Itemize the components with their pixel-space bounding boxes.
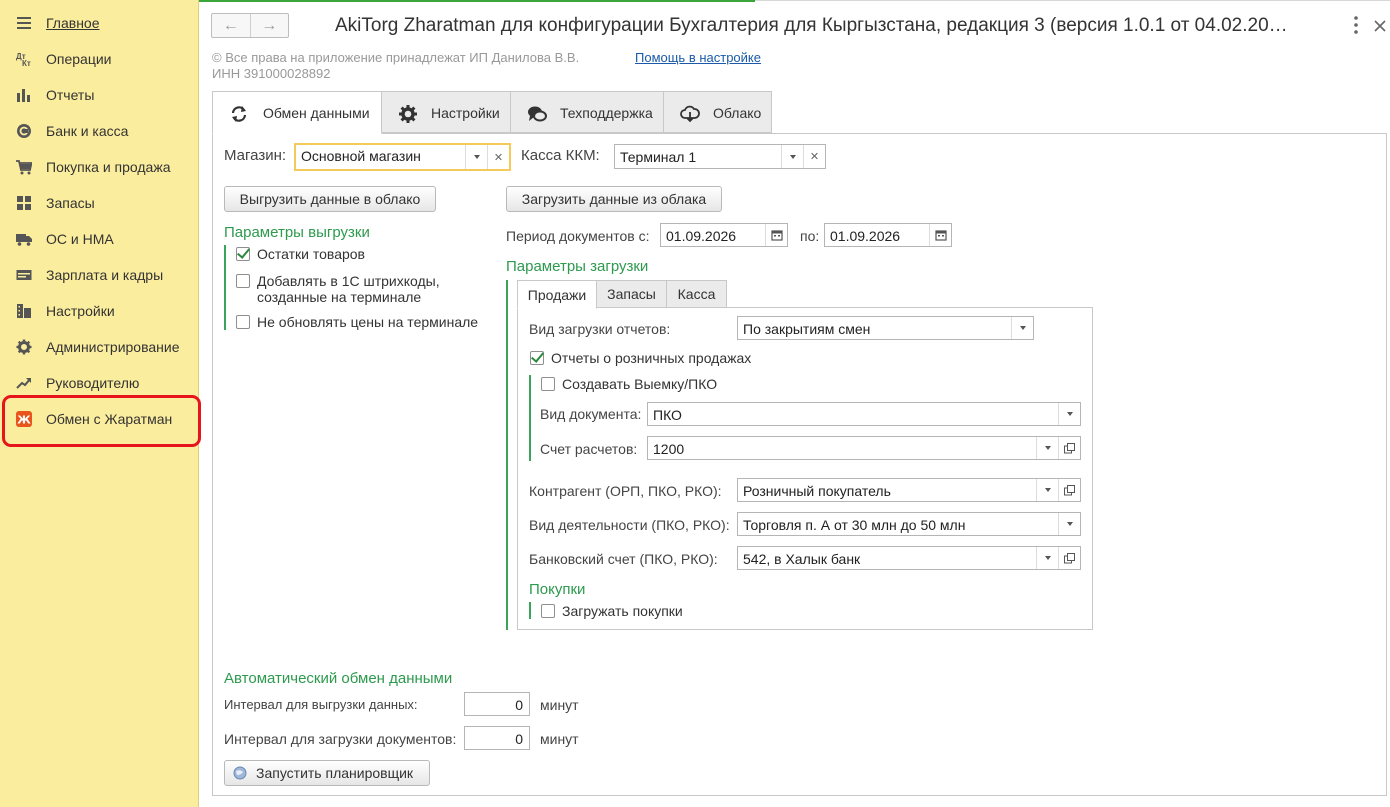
grid-icon	[16, 195, 32, 211]
counterparty-select[interactable]	[737, 478, 1081, 502]
upload-params-title: Параметры выгрузки	[224, 224, 370, 241]
gear-icon	[398, 104, 418, 124]
period-from-value: 01.09.2026	[666, 228, 737, 244]
purchases-title: Покупки	[529, 581, 586, 598]
upload-interval-input[interactable]: 0	[464, 692, 530, 716]
download-interval-input[interactable]: 0	[464, 726, 530, 750]
tab-cloud[interactable]	[663, 91, 772, 133]
help-link[interactable]: Помощь в настройке	[635, 50, 761, 65]
sidebar-item-admin[interactable]	[0, 330, 199, 364]
chat-icon	[527, 104, 547, 124]
sidebar-item-label: Главное	[46, 15, 100, 31]
doc-type-select[interactable]	[647, 402, 1081, 426]
close-icon[interactable]	[1374, 20, 1386, 32]
bank-account-label: Банковский счет (ПКО, РКО):	[529, 551, 718, 567]
cart-icon	[16, 159, 32, 175]
sidebar-item-label: Операции	[46, 51, 112, 67]
trend-icon	[16, 375, 32, 391]
sidebar-item-label: Зарплата и кадры	[46, 267, 164, 283]
page-title: AkiTorg Zharatman для конфигурации Бухгалтерия для Кыргызстана, редакция 3 (версия 1.0.1 от 04.02.20…	[335, 15, 1288, 36]
sidebar-item-bank[interactable]	[0, 114, 199, 148]
svg-text:Дт: Дт	[16, 52, 26, 61]
counterparty-value: Розничный покупатель	[743, 483, 891, 499]
tab-sales[interactable]: Продажи	[517, 280, 597, 309]
upload-interval-label: Интервал для выгрузки данных:	[224, 697, 418, 712]
tab-stock[interactable]: Запасы	[596, 280, 667, 308]
open-icon[interactable]	[1058, 479, 1080, 501]
sidebar-item-main[interactable]	[0, 6, 199, 40]
activity-label: Вид деятельности (ПКО, РКО):	[529, 517, 730, 533]
sidebar	[0, 0, 199, 807]
tab-label: Обмен данными	[263, 105, 370, 121]
tab-label: Настройки	[431, 105, 500, 121]
no-price-update-checkbox[interactable]	[236, 315, 250, 329]
period-to-label: по:	[800, 228, 820, 244]
download-interval-label: Интервал для загрузки документов:	[224, 731, 457, 747]
retail-reports-checkbox[interactable]	[530, 351, 544, 365]
sidebar-item-settings[interactable]	[0, 294, 199, 328]
chevron-down-icon[interactable]	[1058, 513, 1080, 535]
top-divider	[755, 0, 1390, 1]
add-barcodes-label: Добавлять в 1С штрихкоды, созданные на терминале	[257, 273, 440, 305]
svg-text:Ж: Ж	[17, 413, 31, 427]
sidebar-item-label: Администрирование	[46, 339, 180, 355]
account-value: 1200	[653, 441, 685, 457]
group-indicator	[529, 602, 531, 619]
chevron-down-icon[interactable]	[1036, 437, 1058, 459]
clear-icon[interactable]: ✕	[803, 145, 825, 168]
copyright-text: © Все права на приложение принадлежат ИП Данилова В.В.	[212, 50, 580, 65]
sidebar-item-operations[interactable]	[0, 42, 199, 76]
chevron-down-icon[interactable]	[465, 145, 487, 169]
highlight-frame	[2, 395, 201, 447]
report-type-label: Вид загрузки отчетов:	[529, 321, 671, 337]
activity-value: Торговля п. А от 30 млн до 50 млн	[743, 517, 966, 533]
tab-support[interactable]	[510, 91, 664, 133]
sidebar-item-label: Обмен с Жаратман	[46, 411, 173, 427]
store-value: Основной магазин	[301, 148, 421, 164]
history-nav	[211, 13, 289, 38]
buildings-icon	[16, 303, 32, 319]
dt-kt-icon	[16, 51, 32, 67]
sidebar-item-purchase-sale[interactable]	[0, 150, 199, 184]
sidebar-item-label: ОС и НМА	[46, 231, 114, 247]
chevron-down-icon[interactable]	[1011, 317, 1033, 339]
chevron-down-icon[interactable]	[781, 145, 803, 168]
tab-label: Облако	[713, 105, 762, 121]
kkm-value: Терминал 1	[620, 149, 697, 165]
forward-arrow-icon[interactable]: →	[261, 16, 278, 34]
counterparty-label: Контрагент (ОРП, ПКО, РКО):	[529, 483, 722, 499]
bank-account-value: 542, в Халык банк	[743, 551, 861, 567]
group-indicator	[529, 375, 531, 461]
retail-reports-label: Отчеты о розничных продажах	[551, 350, 752, 366]
sidebar-item-reports[interactable]	[0, 78, 199, 112]
back-arrow-icon[interactable]: ←	[212, 14, 251, 37]
group-indicator	[506, 280, 508, 630]
minutes-label: минут	[540, 697, 579, 713]
doc-type-label: Вид документа:	[540, 406, 642, 422]
clear-icon[interactable]: ✕	[487, 145, 509, 169]
tab-cash[interactable]: Касса	[666, 280, 727, 308]
activity-select[interactable]	[737, 512, 1081, 536]
doc-type-value: ПКО	[653, 407, 682, 423]
sidebar-item-label: Банк и касса	[46, 123, 129, 139]
menu-icon	[16, 15, 32, 31]
sync-icon	[229, 104, 249, 124]
sidebar-item-salary[interactable]	[0, 258, 199, 292]
period-label: Период документов с:	[506, 228, 650, 244]
cloud-icon	[680, 104, 700, 124]
inn-text: ИНН 391000028892	[212, 66, 331, 81]
chevron-down-icon[interactable]	[1036, 547, 1058, 569]
sidebar-item-assets[interactable]	[0, 222, 199, 256]
sidebar-item-stock[interactable]	[0, 186, 199, 220]
open-icon[interactable]	[1058, 547, 1080, 569]
id-card-icon	[16, 267, 32, 283]
more-vertical-icon[interactable]	[1349, 14, 1363, 36]
no-price-update-label: Не обновлять цены на терминале	[257, 314, 479, 330]
globe-icon	[233, 766, 247, 780]
sidebar-item-label: Настройки	[46, 303, 115, 319]
sidebar-item-label: Руководителю	[46, 375, 140, 391]
truck-icon	[16, 231, 32, 247]
store-label: Магазин:	[224, 147, 287, 164]
download-params-title: Параметры загрузки	[506, 258, 649, 275]
run-scheduler-button[interactable]	[224, 760, 430, 786]
kkm-label: Касса ККМ:	[521, 147, 600, 164]
tab-settings[interactable]	[381, 91, 511, 133]
sidebar-item-label: Отчеты	[46, 87, 95, 103]
open-icon[interactable]	[1058, 437, 1080, 459]
tab-label: Техподдержка	[560, 105, 653, 121]
calendar-icon[interactable]	[929, 224, 951, 246]
period-from-field[interactable]	[660, 223, 788, 247]
add-barcodes-checkbox[interactable]	[236, 274, 250, 288]
chevron-down-icon[interactable]	[1058, 403, 1080, 425]
run-scheduler-label: Запустить планировщик	[256, 765, 414, 781]
coin-icon	[16, 123, 32, 139]
report-type-value: По закрытиям смен	[743, 321, 871, 337]
create-withdrawal-checkbox[interactable]	[541, 377, 555, 391]
bar-chart-icon	[16, 87, 32, 103]
account-select[interactable]	[647, 436, 1081, 460]
chevron-down-icon[interactable]	[1036, 479, 1058, 501]
bank-account-select[interactable]	[737, 546, 1081, 570]
create-withdrawal-label: Создавать Выемку/ПКО	[562, 376, 718, 392]
sidebar-item-label: Покупка и продажа	[46, 159, 171, 175]
auto-exchange-title: Автоматический обмен данными	[224, 670, 453, 687]
period-to-value: 01.09.2026	[830, 228, 901, 244]
stock-balance-checkbox[interactable]	[236, 247, 250, 261]
download-from-cloud-button[interactable]: Загрузить данные из облака	[506, 186, 722, 212]
store-select[interactable]	[294, 143, 511, 171]
account-label: Счет расчетов:	[540, 441, 638, 457]
load-purchases-label: Загружать покупки	[562, 603, 683, 619]
stock-balance-label: Остатки товаров	[257, 246, 365, 262]
period-to-field[interactable]	[824, 223, 952, 247]
sidebar-item-label: Запасы	[46, 195, 95, 211]
report-type-select[interactable]	[737, 316, 1034, 340]
tab-data-exchange[interactable]	[212, 91, 382, 134]
group-indicator	[224, 245, 226, 330]
gear-icon	[16, 339, 32, 355]
upload-to-cloud-button[interactable]: Выгрузить данные в облако	[224, 186, 436, 212]
kkm-select[interactable]	[614, 144, 826, 169]
svg-text:Кт: Кт	[22, 59, 31, 67]
calendar-icon[interactable]	[765, 224, 787, 246]
minutes-label: минут	[540, 731, 579, 747]
load-purchases-checkbox[interactable]	[541, 604, 555, 618]
